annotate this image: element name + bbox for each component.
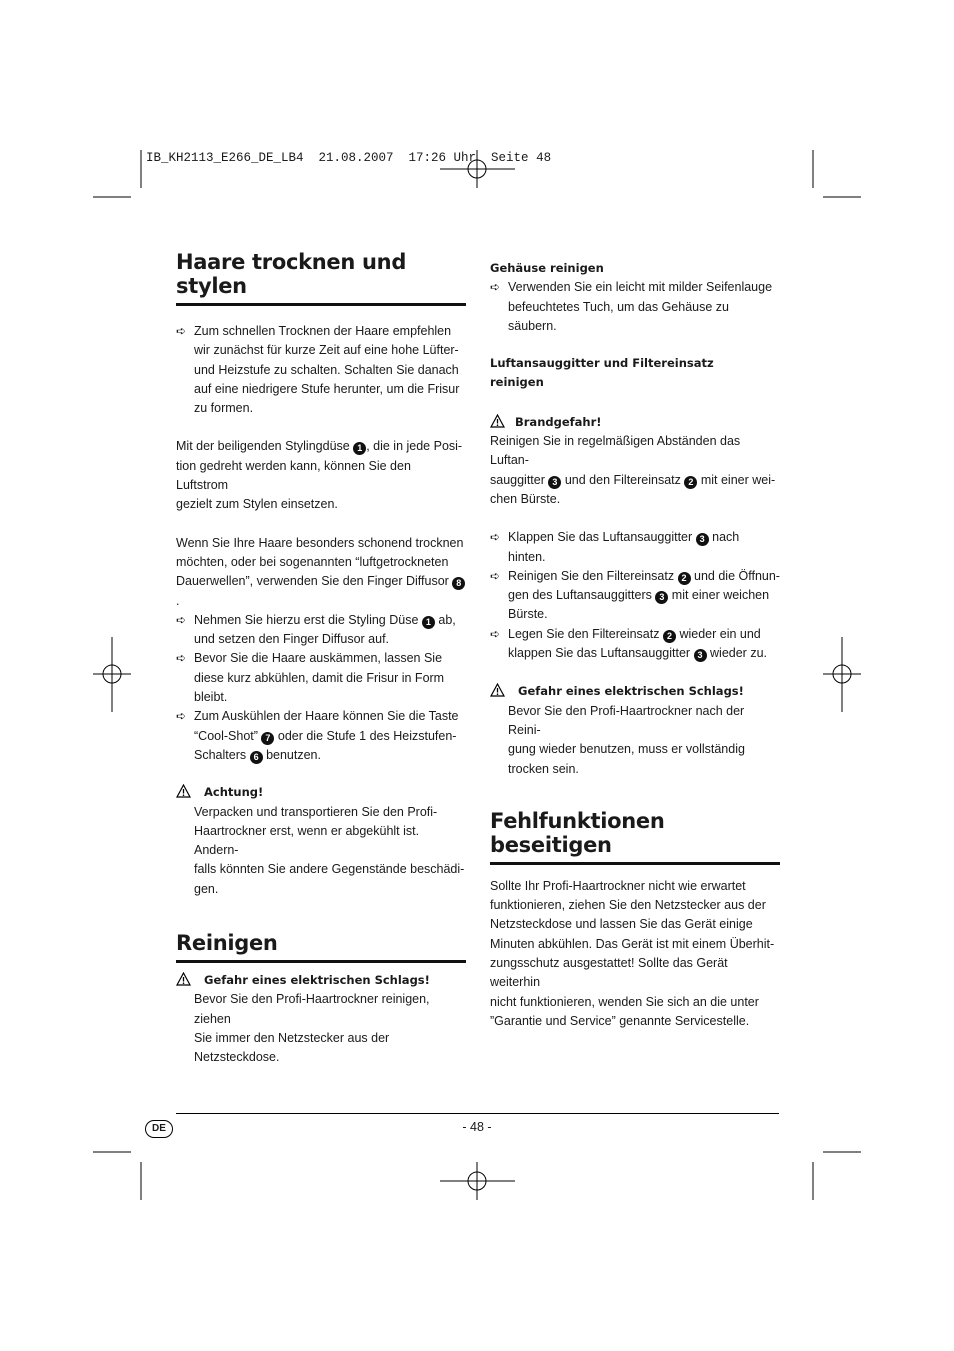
part-number-badge: 1 [353,442,366,455]
warning-triangle-icon [490,683,505,697]
language-badge: DE [145,1120,173,1138]
arrow-icon: ➪ [490,626,501,641]
warning-triangle-icon [176,784,191,798]
subheading: Gehäuse reinigen [490,261,604,275]
warning-title: Achtung! [204,785,264,800]
bullet-item: ➪ Reinigen Sie den Filtereinsatz 2 und die Öffnun- gen des Luftansauggitters 3 mit einer weichen Bürste. [490,568,780,622]
arrow-icon: ➪ [176,651,187,666]
paragraph: Wenn Sie Ihre Haare besonders schonend trocknen möchten, oder bei sogenannten “luftgetrockneten Dauerwellen”, verwenden Sie den Finger Diffusor 8. [176,535,464,608]
right-column [490,259,780,1031]
arrow-icon: ➪ [176,612,187,627]
part-number-badge: 3 [696,533,709,546]
paragraph: Sollte Ihr Profi-Haartrockner nicht wie erwartet funktionieren, ziehen Sie den Netzstecker aus der Netzsteckdose und lassen Sie das Gerät einige Minuten abkühlen. Das Gerät ist mit einem Überhit- zungsschutz ausgestattet! Sollte das Gerät weiterhin nicht funktionieren, wenden Sie sich an die unter ”Garantie und Service” genannte Servicestelle. [490,878,775,1028]
arrow-icon: ➪ [176,324,187,338]
bullet-item: ➪ Verwenden Sie ein leicht mit milder Seifenlauge befeuchtetes Tuch, um das Gehäuse zu säubern. [490,280,773,333]
bullet-item: ➪ Zum Auskühlen der Haare können Sie die Taste “Cool-Shot” 7 oder die Stufe 1 des Heizstufen- Schalters 6 benutzen. [176,709,459,762]
part-number-badge: 3 [694,649,707,662]
left-column [176,250,466,1068]
footer-rule [176,1113,779,1114]
bullet-item: ➪ Legen Sie den Filtereinsatz 2 wieder ein und klappen Sie das Luftansauggitter 3 wieder zu. [490,626,767,661]
warning-title: Gefahr eines elektrischen Schlags! [518,684,744,699]
warning-block: Gefahr eines elektrischen Schlags! Bevor Sie den Profi-Haartrockner nach der Reini- gung wieder benutzen, muss er vollständig trocken sein. [490,682,780,778]
part-number-badge: 6 [250,751,263,764]
warning-block: Achtung! Verpacken und transportieren Sie den Profi- Haartrockner erst, wenn er abgekühlt ist. Andern- falls könnten Sie andere Gegenstände beschädi- gen. [176,783,466,899]
section-title-haare-trocknen: Haare trocknen und stylen [176,250,466,306]
paragraph: Mit der beiligenden Stylingdüse 1 , die in jede Posi- tion gedreht werden kann, können Sie den Luftstrom gezielt zum Stylen einsetzen. [176,439,463,512]
bullet-item: ➪ Klappen Sie das Luftansauggitter 3 nach hinten. [490,530,740,564]
part-number-badge: 3 [655,591,668,604]
bullet-item: ➪ Nehmen Sie hierzu erst die Styling Düse 1 ab, und setzen den Finger Diffusor auf. [176,612,456,647]
part-number-badge: 3 [548,476,561,489]
part-number-badge: 2 [663,630,676,643]
page-number: - 48 - [462,1120,492,1134]
section-title-fehlfunktionen: Fehlfunktionen beseitigen [490,809,780,865]
arrow-icon: ➪ [490,530,501,545]
bullet-item: ➪ Bevor Sie die Haare auskämmen, lassen Sie diese kurz abkühlen, damit die Frisur in Form bleibt. [176,651,445,705]
warning-triangle-icon [176,972,191,986]
warning-triangle-icon [490,414,505,428]
arrow-icon: ➪ [490,568,501,583]
paragraph: Reinigen Sie in regelmäßigen Abständen das Luftan- sauggitter 3 und den Filtereinsatz 2 mit einer wei- chen Bürste. [490,434,776,506]
part-number-badge: 2 [684,476,697,489]
section-title-reinigen: Reinigen [176,931,466,963]
print-job-header: IB_KH2113_E266_DE_LB4 21.08.2007 17:26 Uhr Seite 48 [146,151,552,165]
subheading: Luftansauggitter und Filtereinsatz reinigen [490,356,714,390]
bullet-item: ➪ Zum schnellen Trocknen der Haare empfehlen wir zunächst für kurze Zeit auf eine hohe Lüfter- und Heizstufe zu schalten. Schalten Sie danach auf eine niedrigere Stufe herunter, um die Frisur zu formen. [176,324,460,416]
part-number-badge: 7 [261,732,274,745]
part-number-badge: 8 [452,577,465,590]
warning-block [490,412,780,432]
part-number-badge: 1 [422,616,435,629]
warning-title: Brandgefahr! [515,414,602,429]
warning-title: Gefahr eines elektrischen Schlags! [204,973,430,988]
part-number-badge: 2 [678,572,691,585]
warning-block: Gefahr eines elektrischen Schlags! Bevor Sie den Profi-Haartrockner reinigen, ziehen Sie immer den Netzstecker aus der Netzsteckdose. [176,971,466,1067]
arrow-icon: ➪ [490,280,501,295]
arrow-icon: ➪ [176,709,187,724]
